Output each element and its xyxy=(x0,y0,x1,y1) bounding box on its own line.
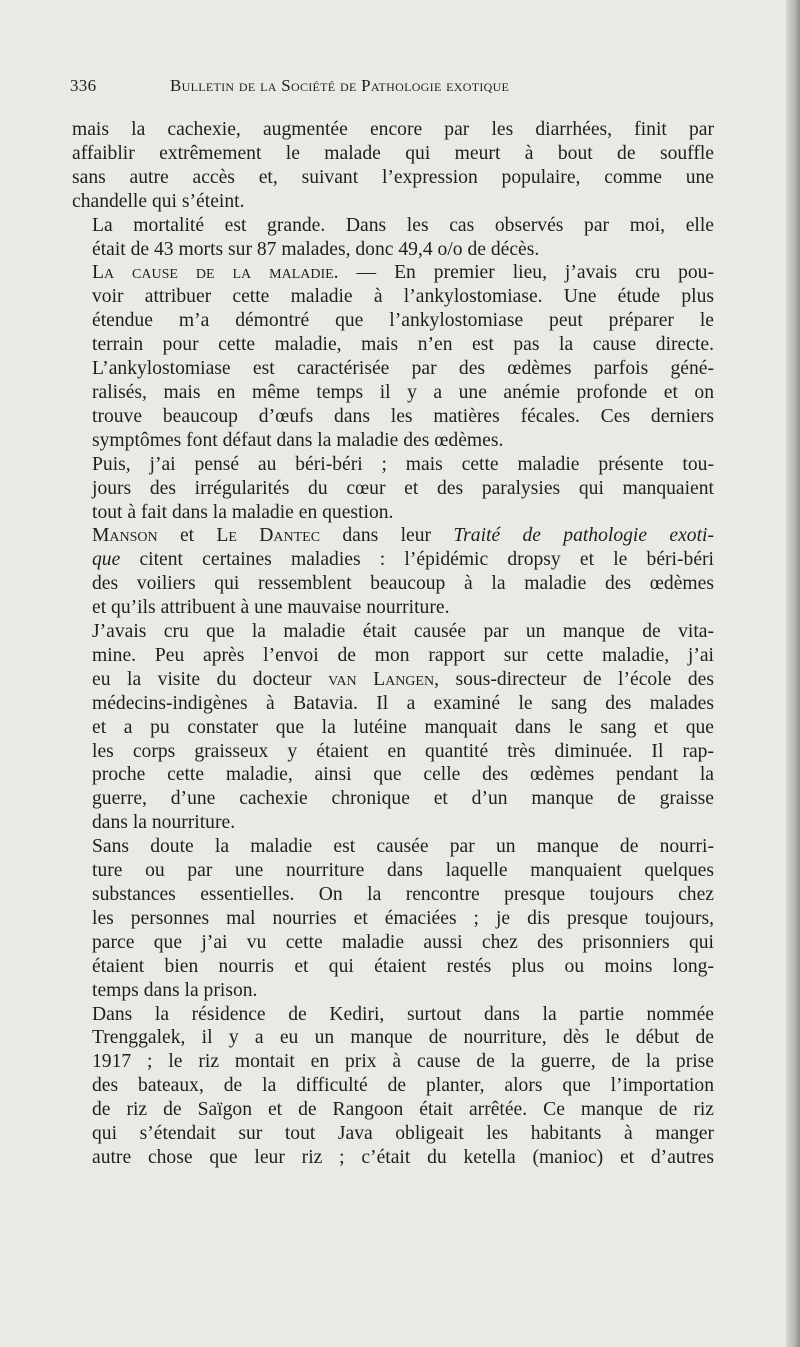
body-text xyxy=(72,118,714,1170)
text-line: autre chose que leur riz ; c’était du ketella (manioc) et d’autres xyxy=(92,1146,714,1168)
text-line: temps dans la prison. xyxy=(92,979,258,1001)
paragraph-1 xyxy=(72,118,714,214)
paragraph-5 xyxy=(72,524,714,620)
text-line: dans la nourriture. xyxy=(92,812,236,834)
text-line xyxy=(72,668,714,692)
text-line: médecins-indigènes à Batavia. Il a examiné le sang des malades xyxy=(92,692,714,714)
text-line: guerre, d’une cachexie chronique et d’un manque de graisse xyxy=(92,788,714,810)
text-line: de riz de Saïgon et de Rangoon était arrêtée. Ce manque de riz xyxy=(92,1099,714,1121)
text-line: proche cette maladie, ainsi que celle des œdèmes pendant la xyxy=(92,764,714,786)
book-title: Traité de pathologie exoti- xyxy=(453,525,714,547)
text-line: des bateaux, de la difficulté de planter, alors que l’importation xyxy=(92,1075,714,1097)
text-line: La mortalité est grande. Dans les cas observés par moi, elle xyxy=(92,214,714,236)
book-title: que xyxy=(92,549,121,571)
text-line: sans autre accès et, suivant l’expression populaire, comme une xyxy=(72,166,714,188)
text-line: 1917 ; le riz montait en prix à cause de la guerre, de la prise xyxy=(92,1051,714,1073)
text-line: Puis, j’ai pensé au béri-béri ; mais cette maladie présente tou- xyxy=(92,453,714,475)
person-name: van Langen xyxy=(328,668,435,690)
text-segment: , sous-directeur de l’école des xyxy=(434,668,714,690)
text-line: J’avais cru que la maladie était causée par un manque de vita- xyxy=(92,621,714,643)
text-line: Dans la résidence de Kediri, surtout dans la partie nommée xyxy=(92,1003,714,1025)
text-line: trouve beaucoup d’œufs dans les matières fécales. Ces derniers xyxy=(92,405,714,427)
text-line: affaiblir extrêmement le malade qui meurt à bout de souffle xyxy=(72,142,714,164)
paragraph-7 xyxy=(72,835,714,1002)
text-line xyxy=(72,548,714,572)
text-line: qui s’étendait sur tout Java obligeait les habitants à manger xyxy=(92,1123,714,1145)
text-line: Sans doute la maladie est causée par un manque de nourri- xyxy=(92,836,714,858)
author-name: Le Dantec xyxy=(216,525,321,547)
text-line: les personnes mal nourries et émaciées ; je dis presque toujours, xyxy=(92,907,714,929)
section-heading: La cause de la maladie. xyxy=(92,262,339,284)
paragraph-6 xyxy=(72,620,714,835)
text-line: des voiliers qui ressemblent beaucoup à la maladie des œdèmes xyxy=(92,573,714,595)
text-line: mais la cachexie, augmentée encore par les diarrhées, finit par xyxy=(72,119,714,140)
text-line: mine. Peu après l’envoi de mon rapport sur cette maladie, j’ai xyxy=(92,644,714,666)
author-name: Manson xyxy=(92,525,158,547)
page-number: 336 xyxy=(70,76,97,95)
text-line: et qu’ils attribuent à une mauvaise nourriture. xyxy=(92,597,450,619)
text-line: était de 43 morts sur 87 malades, donc 49,4 o/o de décès. xyxy=(92,238,540,260)
text-segment: eu la visite du docteur xyxy=(92,668,329,690)
text-line: ture ou par une nourriture dans laquelle manquaient quelques xyxy=(92,860,714,882)
journal-title: Bulletin de la Société de Pathologie exotique xyxy=(170,76,510,95)
text-segment: — En premier lieu, j’avais cru pou- xyxy=(338,262,714,284)
text-line: L’ankylostomiase est caractérisée par des œdèmes parfois géné- xyxy=(92,358,714,380)
text-line: chandelle qui s’éteint. xyxy=(72,190,245,212)
paragraph-3 xyxy=(72,261,714,452)
text-line: étaient bien nourris et qui étaient restés plus ou moins long- xyxy=(92,955,714,977)
text-segment: et xyxy=(157,525,217,547)
text-line: ralisés, mais en même temps il y a une anémie profonde et on xyxy=(92,381,714,403)
text-line: voir attribuer cette maladie à l’ankylostomiase. Une étude plus xyxy=(92,286,714,308)
text-segment: citent certaines maladies : l’épidémic dropsy et le béri-béri xyxy=(120,549,714,571)
page-edge-shadow xyxy=(786,0,800,1347)
paragraph-8 xyxy=(72,1003,714,1170)
text-line xyxy=(72,261,714,285)
paragraph-2 xyxy=(72,214,714,262)
running-header xyxy=(70,76,725,96)
text-line: tout à fait dans la maladie en question. xyxy=(92,501,394,523)
text-line: terrain pour cette maladie, mais n’en est pas la cause directe. xyxy=(92,334,714,356)
text-line: parce que j’ai vu cette maladie aussi chez des prisonniers qui xyxy=(92,931,714,953)
text-line xyxy=(72,524,714,548)
text-line: jours des irrégularités du cœur et des paralysies qui manquaient xyxy=(92,477,714,499)
paragraph-4 xyxy=(72,453,714,525)
text-line: symptômes font défaut dans la maladie des œdèmes. xyxy=(92,429,504,451)
text-line: Trenggalek, il y a eu un manque de nourriture, dès le début de xyxy=(92,1027,714,1049)
text-line: les corps graisseux y étaient en quantité très diminuée. Il rap- xyxy=(92,740,714,762)
text-line: et a pu constater que la lutéine manquait dans le sang et que xyxy=(92,716,714,738)
text-line: substances essentielles. On la rencontre presque toujours chez xyxy=(92,884,714,905)
text-line: étendue m’a démontré que l’ankylostomiase peut préparer le xyxy=(92,310,714,332)
text-segment: dans leur xyxy=(320,525,454,547)
